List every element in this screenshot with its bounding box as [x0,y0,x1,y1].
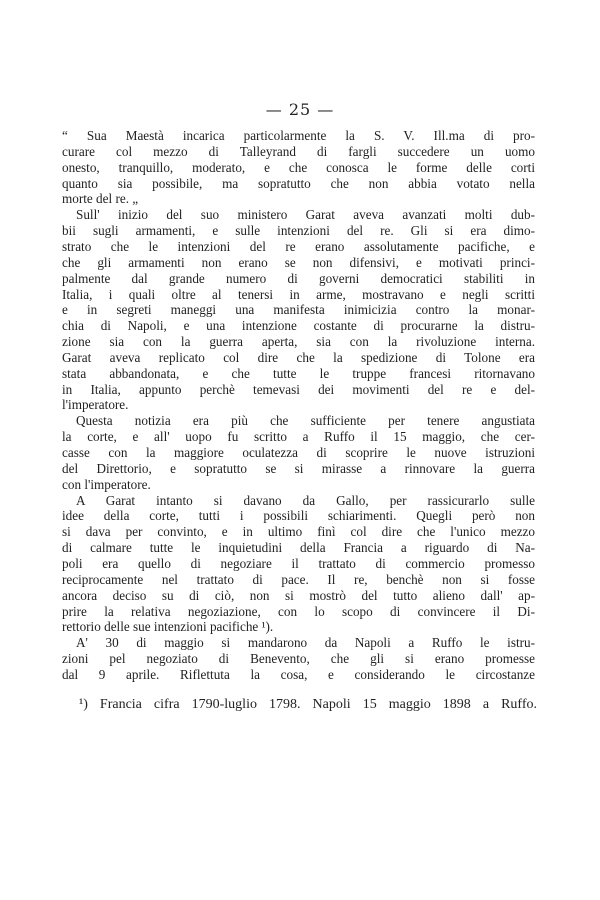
text-line: idee della corte, tutti i possibili schiarimenti. Quegli però non [62,508,535,524]
footnote: ¹) Francia cifra 1790-luglio 1798. Napoli 15 maggio 1898 a Ruffo. [79,697,537,712]
text-line: reciprocamente nel trattato di pace. Il re, benchè non si fosse [62,571,535,587]
text-line: zione sia con la guerra aperta, sia con la rivoluzione interna. [62,334,535,350]
text-line: dal 9 aprile. Riflettuta la cosa, e considerando le circostanze [62,666,535,682]
text-line: chia di Napoli, e una intenzione costante di procurarne la distru- [62,318,535,334]
text-line: in Italia, appunto perchè temevasi dei movimenti del re e del- [62,381,535,397]
text-line: zioni pel negoziato di Benevento, che gli si erano promesse [62,651,535,667]
text-line: “ Sua Maestà incarica particolarmente la S. V. Ill.ma di pro- [62,128,535,143]
text-line: onesto, tranquillo, moderato, e che conosca le forme delle corti [62,159,535,175]
text-line: palmente dal grande numero di governi democratici stabiliti in [62,270,535,286]
text-line: e in segreti maneggi una manifesta inimicizia contro la monar- [62,302,535,318]
text-line: curare col mezzo di Talleyrand di fargli succedere un uomo [62,143,535,159]
text-line: ancora deciso su di ciò, non si mostrò del tutto alieno dall' ap- [62,587,535,603]
text-line: poli era quello di negoziare il trattato di commercio promesso [62,555,535,571]
text-line: stata abbandonata, e che tutte le truppe francesi ritornavano [62,365,535,381]
text-line: con l'imperatore. [62,476,151,492]
text-line: l'imperatore. [62,397,129,413]
text-line: bii sugli armamenti, e sulle intenzioni del re. Gli si era dimo- [62,223,535,239]
text-line: si dava per convinto, e in ultimo finì col dire che l'unico mezzo [62,524,535,540]
text-line: che gli armamenti non erano se non difensivi, e motivati princi- [62,254,535,270]
text-line: del Direttorio, e sopratutto se si mirasse a rinnovare la guerra [62,460,535,476]
text-line: Garat aveva replicato col dire che la spedizione di Tolone era [62,349,535,365]
text-line: la corte, e all' uopo fu scritto a Ruffo il 15 maggio, che cer- [62,429,535,445]
text-line: rettorio delle sue intenzioni pacifiche ¹). [62,619,274,635]
text-line: quanto sia possibile, ma sopratutto che non abbia votato nella [62,175,535,191]
text-line: A Garat intanto si davano da Gallo, per rassicurarlo sulle [76,492,535,508]
text-line: di calmare tutte le inquietudini della Francia a riguardo di Na- [62,540,535,556]
text-line: prire la relativa negoziazione, con lo scopo di convincere il Di- [62,603,535,619]
text-line: strato che le intenzioni del re erano assolutamente pacifiche, e [62,238,535,254]
text-line: Sull' inizio del suo ministero Garat aveva avanzati molti dub- [76,207,535,223]
text-line: Italia, i quali oltre al tenersi in arme, mostravano e negli scritti [62,286,535,302]
text-line: A' 30 di maggio si mandarono da Napoli a Ruffo le istru- [76,635,535,651]
page-number: — 25 — [265,100,335,119]
text-line: Questa notizia era più che sufficiente per tenere angustiata [76,413,535,429]
text-line: morte del re. „ [62,191,139,207]
text-line: casse con la maggiore oculatezza di scoprire le nuove istruzioni [62,445,535,460]
